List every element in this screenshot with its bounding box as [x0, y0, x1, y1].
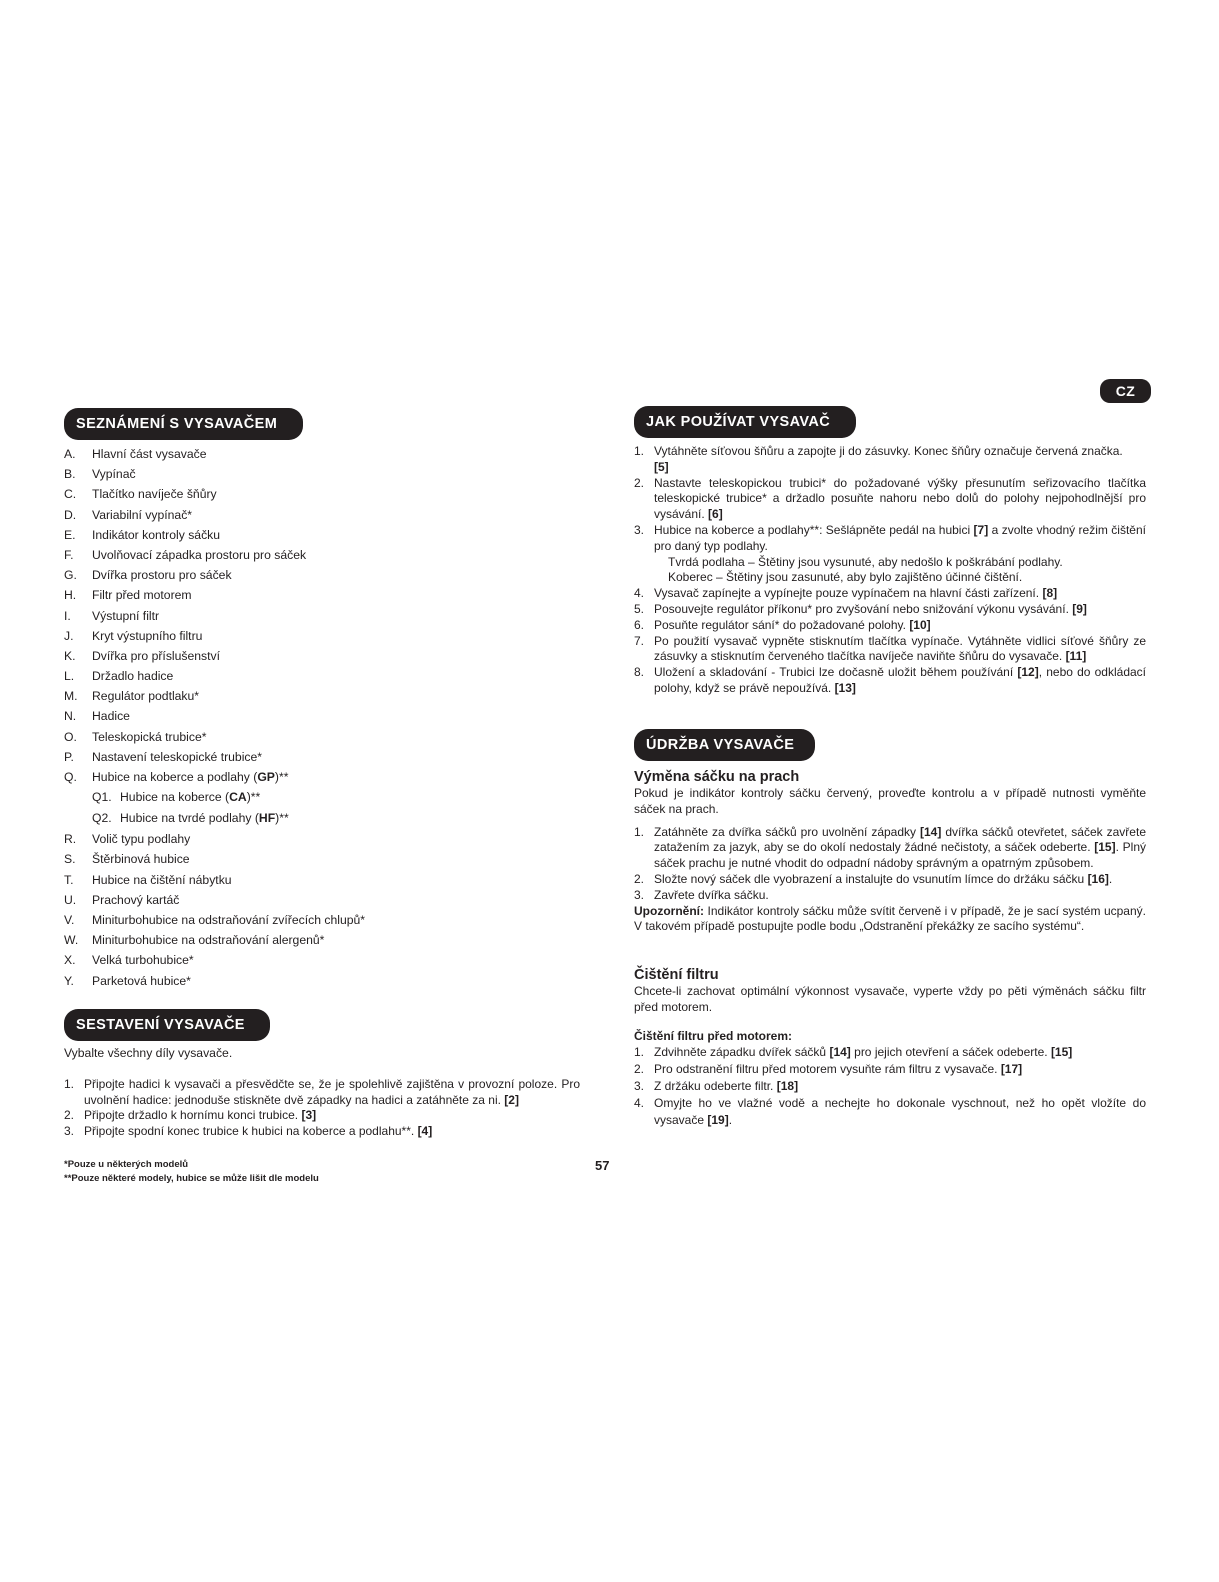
parts-list-label: Hlavní část vysavače	[92, 447, 207, 461]
parts-list-item	[64, 910, 580, 930]
parts-list-item	[64, 747, 580, 767]
footnote-2: **Pouze některé modely, hubice se může lišit dle modelu	[64, 1173, 319, 1184]
parts-list-key: M.	[64, 689, 78, 704]
parts-list	[64, 444, 580, 991]
parts-list-label: Držadlo hadice	[92, 669, 174, 684]
parts-list-key: S.	[64, 852, 76, 867]
parts-list-item	[64, 666, 580, 686]
parts-list-key: X.	[64, 953, 76, 968]
parts-list-label: Dvířka pro příslušenství	[92, 648, 221, 663]
parts-list-key: N.	[64, 709, 77, 724]
usage-step: 2. Nastavte teleskopickou trubici* do požadované výšky přesunutím seřizovacího tlačítka teleskopické trubice* a držadlo posuňte nahoru nebo dolů do polohy nejpohodlnější pro vysávání. [6]	[634, 475, 1146, 522]
parts-list-key: A.	[64, 447, 76, 461]
parts-list-item	[64, 545, 580, 565]
parts-list-key: Q2.	[92, 811, 112, 826]
usage-step: 7. Po použití vysavač vypněte stisknutím tlačítka vypínače. Vytáhněte vidlici síťové šňůry ze zásuvky a stisknutím červeného tlačítka navíječe naviňte šňůru do vysavače. [11]	[634, 633, 1146, 664]
parts-list-item	[64, 808, 580, 829]
parts-list-item	[64, 890, 580, 910]
parts-list-item	[64, 971, 580, 991]
parts-list-key: L.	[64, 669, 75, 684]
parts-list-item	[64, 686, 580, 706]
usage-substep: Tvrdá podlaha – Štětiny jsou vysunuté, aby nedošlo k poškrábání podlahy.	[668, 554, 1063, 569]
usage-step: 1. Vytáhněte síťovou šňůru a zapojte ji do zásuvky. Konec šňůry označuje červená značka. [5]	[634, 444, 1123, 474]
parts-list-label: Hubice na koberce a podlahy (GP)**	[92, 770, 289, 784]
language-badge-label: CZ	[1115, 383, 1136, 399]
footnotes	[64, 1158, 319, 1186]
filter-section	[634, 966, 1146, 1130]
usage-steps	[634, 444, 1146, 697]
parts-list-label: Hubice na tvrdé podlahy (HF)**	[120, 811, 289, 826]
parts-list-key: D.	[64, 507, 77, 522]
filter-step: 1. Zdvihněte západku dvířek sáčků [14] pro jejich otevření a sáček odeberte. [15]	[634, 1044, 1073, 1059]
parts-list-item	[64, 484, 580, 504]
bag-note: Upozornění: Indikátor kontroly sáčku může svítit červeně i v případě, že je sací systém ucpaný. V takovém případě postupujte podle bodu „Odstranění překážky ze sacího systému“.	[634, 903, 1146, 934]
usage-step: 5. Posouvejte regulátor příkonu* pro zvyšování nebo snižování výkonu vysávání. [9]	[634, 601, 1087, 616]
parts-list-item	[64, 767, 580, 787]
usage-step: 3. Hubice na koberce a podlahy**: Sešlápněte pedál na hubici [7] a zvolte vhodný režim čištění pro daný typ podlahy. Tvrdá podlaha – Štětiny jsou vysunuté, aby nedošlo k poškrábání podlahy. Koberec – Štětiny jsou zasunuté, aby bylo zajištěno účinné čištění.	[634, 522, 1146, 585]
parts-list-label: Velká turbohubice*	[92, 953, 194, 968]
assembly-step: 1. Připojte hadici k vysavači a přesvědčte se, že je spolehlivě zajištěna v provozní poloze. Pro uvolnění hadice: jednoduše stiskněte dvě západky na hadici a zatáhněte za ni. [2]	[64, 1076, 580, 1107]
parts-list-key: K.	[64, 648, 76, 663]
parts-list-key: T.	[64, 872, 74, 887]
parts-list-key: Q.	[64, 770, 77, 784]
assembly-intro: Vybalte všechny díly vysavače.	[64, 1046, 233, 1060]
parts-list-label: Teleskopická trubice*	[92, 729, 207, 744]
parts-list-key: C.	[64, 487, 77, 502]
section-title-usage: JAK POUŽÍVAT VYSAVAČ	[634, 406, 856, 438]
usage-substep: Koberec – Štětiny jsou zasunuté, aby bylo zajištěno účinné čištění.	[668, 570, 1023, 585]
parts-list-label: Miniturbohubice na odstraňování alergenů*	[92, 933, 325, 948]
usage-section	[634, 444, 1146, 697]
usage-step: 6. Posuňte regulátor sání* do požadované polohy. [10]	[634, 617, 931, 632]
assembly-step: 2. Připojte držadlo k hornímu konci trubice. [3]	[64, 1108, 317, 1123]
parts-list-item	[64, 444, 580, 464]
section-title-maintenance: ÚDRŽBA VYSAVAČE	[634, 729, 815, 761]
parts-list-label: Hadice	[92, 709, 130, 724]
parts-list-label: Miniturbohubice na odstraňování zvířecích chlupů*	[92, 912, 366, 927]
filter-step: 3. Z držáku odeberte filtr. [18]	[634, 1079, 799, 1093]
parts-list-label: Indikátor kontroly sáčku	[92, 527, 221, 542]
assembly-section	[64, 1046, 580, 1140]
bag-step: 1. Zatáhněte za dvířka sáčků pro uvolnění západky [14] dvířka sáčků otevřetet, sáček zavřete zatažením za jazyk, aby se do okolí nedostaly žádné nečistoty, a sáček odeberte. [15]. Plný sáček prachu je nutné vhodit do odpadní nádoby správným a opatrným způsobem.	[634, 824, 1146, 871]
parts-list-key: O.	[64, 729, 77, 744]
bag-section	[634, 768, 1146, 935]
parts-list-label: Nastavení teleskopické trubice*	[92, 749, 263, 764]
filter-step: 2. Pro odstranění filtru před motorem vysuňte rám filtru z vysavače. [17]	[634, 1061, 1023, 1076]
parts-list-item	[64, 505, 580, 525]
parts-list-key: H.	[64, 588, 77, 603]
parts-list-key: I.	[64, 608, 71, 623]
parts-list-label: Volič typu podlahy	[92, 832, 191, 847]
section-title-intro: SEZNÁMENÍ S VYSAVAČEM	[64, 408, 303, 440]
parts-list-item	[64, 950, 580, 970]
filter-intro: Chcete-li zachovat optimální výkonnost vysavače, vyperte vždy po pěti výměnách sáčku filtr před motorem.	[634, 984, 1146, 1014]
parts-list-label: Variabilní vypínač*	[92, 507, 193, 522]
parts-list-item	[64, 525, 580, 545]
usage-step: 4. Vysavač zapínejte a vypínejte pouze vypínačem na hlavní části zařízení. [8]	[634, 586, 1058, 601]
parts-list-key: P.	[64, 749, 74, 764]
footnote-1: *Pouze u některých modelů	[64, 1159, 189, 1170]
parts-list-label: Parketová hubice*	[92, 973, 191, 988]
section-title-assembly: SESTAVENÍ VYSAVAČE	[64, 1009, 270, 1041]
parts-list-item	[64, 849, 580, 869]
parts-list-key: R.	[64, 832, 77, 847]
parts-list-label: Filtr před motorem	[92, 588, 192, 603]
parts-list-key: Q1.	[92, 790, 112, 805]
parts-list-label: Prachový kartáč	[92, 892, 180, 907]
parts-list-item	[64, 787, 580, 808]
usage-step: 8. Uložení a skladování - Trubici lze dočasně uložit během používání [12], nebo do odkládací polohy, když se právě nepoužívá. [13]	[634, 665, 1146, 695]
filter-title: Čištění filtru	[634, 967, 719, 983]
parts-list-label: Výstupní filtr	[92, 608, 160, 623]
bag-step: 3. Zavřete dvířka sáčku.	[634, 887, 769, 902]
parts-list-item	[64, 829, 580, 849]
parts-list-label: Tlačítko navíječe šňůry	[92, 487, 217, 502]
assembly-steps	[64, 1077, 580, 1140]
parts-list-container	[64, 444, 580, 991]
bag-step: 2. Složte nový sáček dle vyobrazení a instalujte do vsunutím límce do držáku sáčku [16].	[634, 871, 1113, 886]
parts-list-item	[64, 706, 580, 726]
parts-list-label: Uvolňovací západka prostoru pro sáček	[92, 547, 307, 562]
parts-list-label: Hubice na čištění nábytku	[92, 872, 232, 887]
parts-list-item	[64, 585, 580, 605]
parts-list-item	[64, 870, 580, 890]
parts-list-label: Vypínač	[92, 467, 136, 482]
parts-list-label: Kryt výstupního filtru	[92, 628, 203, 643]
parts-list-key: W.	[64, 933, 79, 948]
parts-list-key: U.	[64, 892, 77, 907]
parts-list-key: G.	[64, 568, 77, 583]
page-number: 57	[595, 1158, 610, 1173]
parts-list-key: F.	[64, 547, 74, 562]
parts-list-item	[64, 565, 580, 585]
parts-list-label: Regulátor podtlaku*	[92, 689, 200, 704]
bag-title: Výměna sáčku na prach	[634, 769, 800, 785]
filter-step: 4. Omyjte ho ve vlažné vodě a nechejte ho dokonale vyschnout, než ho opět vložíte do vysavače [19].	[634, 1096, 1146, 1128]
parts-list-item	[64, 727, 580, 747]
parts-list-label: Dvířka prostoru pro sáček	[92, 568, 232, 583]
filter-steps	[634, 1044, 1146, 1130]
parts-list-item	[64, 930, 580, 950]
filter-subtitle: Čištění filtru před motorem:	[634, 1028, 793, 1043]
assembly-step: 3. Připojte spodní konec trubice k hubici na koberce a podlahu**. [4]	[64, 1124, 433, 1139]
parts-list-key: B.	[64, 467, 76, 482]
parts-list-item	[64, 606, 580, 626]
parts-list-item	[64, 626, 580, 646]
language-badge	[1100, 379, 1151, 403]
parts-list-key: Y.	[64, 973, 74, 988]
parts-list-label: Hubice na koberce (CA)**	[120, 790, 261, 805]
parts-list-key: V.	[64, 912, 75, 927]
parts-list-key: J.	[64, 628, 74, 643]
parts-list-key: E.	[64, 527, 76, 542]
parts-list-item	[64, 646, 580, 666]
bag-steps	[634, 825, 1146, 904]
parts-list-label: Štěrbinová hubice	[92, 852, 190, 867]
parts-list-item	[64, 464, 580, 484]
bag-intro: Pokud je indikátor kontroly sáčku červený, proveďte kontrolu a v případě nutnosti vyměňte sáček na prach.	[634, 786, 1146, 816]
